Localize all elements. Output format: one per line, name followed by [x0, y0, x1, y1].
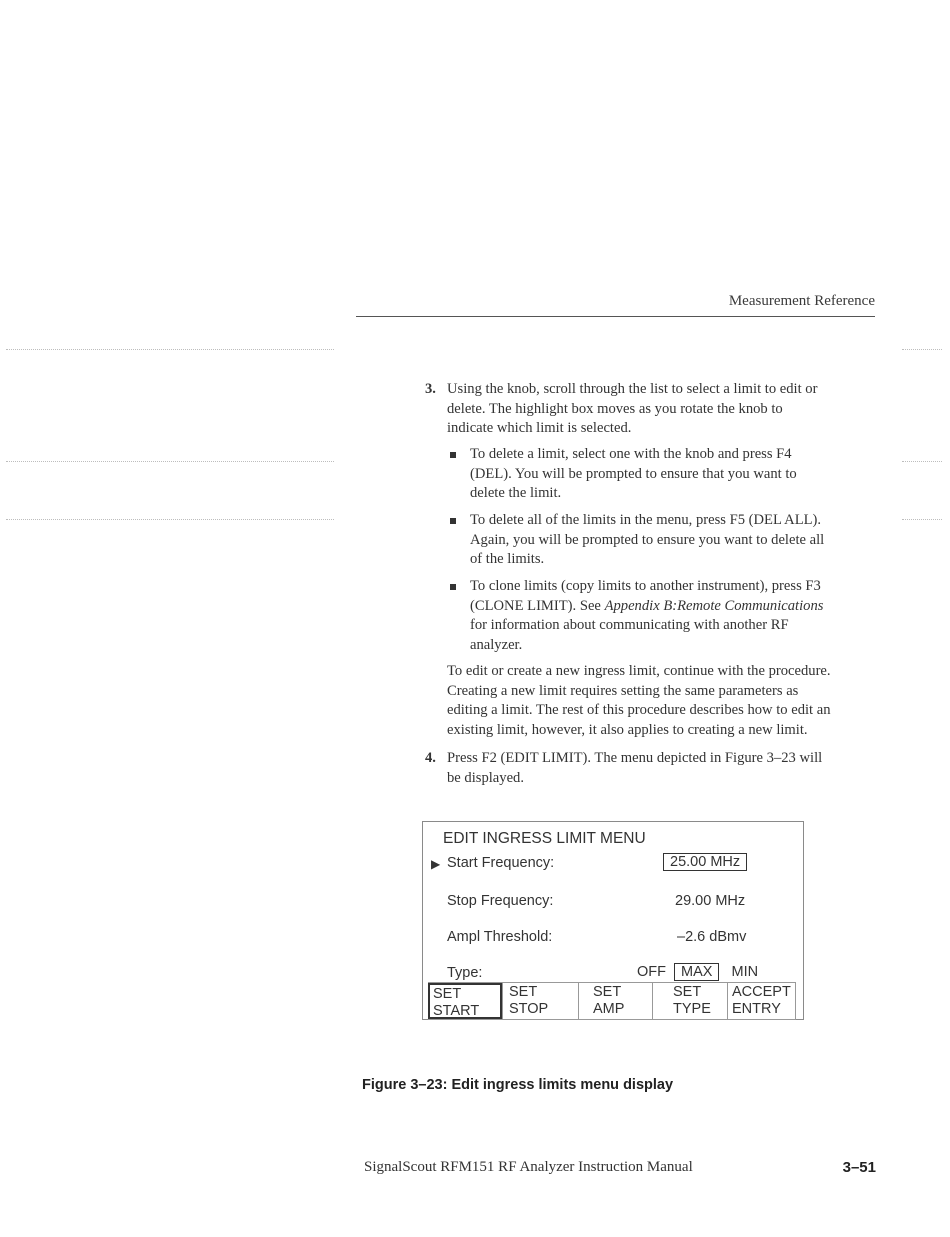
margin-divider — [6, 349, 334, 350]
set-stop-key[interactable] — [502, 983, 578, 1019]
bullet-line: To clone limits (copy limits to another instrument), press F3 — [470, 578, 821, 594]
set-stop-key-line2: STOP — [509, 1001, 549, 1017]
accept-entry-key-line2: ENTRY — [732, 1001, 781, 1017]
accept-entry-key[interactable] — [727, 983, 795, 1019]
paragraph-line: To edit or create a new ingress limit, continue with the procedure. — [447, 663, 831, 679]
menu-title: EDIT INGRESS LIMIT MENU — [443, 830, 646, 847]
step-number: 4. — [425, 750, 436, 766]
ampl-threshold-value[interactable]: –2.6 dBmv — [677, 929, 747, 945]
stop-frequency-label: Stop Frequency: — [447, 893, 554, 909]
step-text — [447, 749, 822, 788]
step-line: delete. The highlight box moves as you rotate the knob to — [447, 400, 783, 417]
set-type-key-line1: SET — [673, 984, 702, 1000]
paragraph-line: existing limit, however, it also applies to creating a new limit. — [447, 721, 808, 738]
step-number: 3. — [425, 381, 436, 397]
set-start-key-line1: SET — [433, 986, 462, 1002]
step-line: Using the knob, scroll through the list to select a limit to edit or — [447, 381, 818, 397]
bullet-text — [470, 445, 797, 504]
start-frequency-label: Start Frequency: — [447, 855, 555, 871]
set-amp-key-line1: SET — [593, 984, 622, 1000]
appendix-reference-link[interactable]: Appendix B:Remote Communications — [604, 597, 824, 614]
margin-divider — [902, 519, 942, 520]
bullet-text — [470, 577, 823, 655]
selection-pointer-icon: ▶ — [431, 857, 441, 871]
bullet-line-start: (CLONE LIMIT). See — [470, 597, 601, 614]
ampl-threshold-label: Ampl Threshold: — [447, 929, 553, 945]
paragraph-line: editing a limit. The rest of this procedure describes how to edit an — [447, 702, 831, 718]
type-option-max[interactable]: MAX — [674, 963, 719, 981]
accept-entry-key-line1: ACCEPT — [732, 984, 791, 1000]
bullet-line: To delete all of the limits in the menu, press F5 (DEL ALL). — [470, 512, 822, 528]
stop-frequency-value[interactable]: 29.00 MHz — [675, 893, 746, 909]
bullet-square-icon — [450, 452, 456, 458]
step-line: Press F2 (EDIT LIMIT). The menu depicted in Figure 3–23 will — [447, 750, 823, 766]
type-label: Type: — [447, 965, 483, 981]
type-options — [637, 964, 758, 980]
step-text — [447, 380, 817, 439]
bullet-line — [470, 597, 823, 617]
set-amp-key-line2: AMP — [593, 1001, 625, 1017]
page-number: 3–51 — [842, 1159, 876, 1176]
set-stop-key-line1: SET — [509, 984, 538, 1000]
type-option-min[interactable]: MIN — [731, 964, 759, 980]
bullet-line: for information about communicating with another RF — [470, 617, 789, 633]
footer-manual-title: SignalScout RFM151 RF Analyzer Instruction Manual — [364, 1159, 693, 1175]
bullet-line: of the limits. — [470, 551, 545, 567]
margin-divider — [902, 349, 942, 350]
start-frequency-value[interactable] — [663, 854, 747, 870]
set-type-key-line2: TYPE — [673, 1001, 711, 1017]
step-line: be displayed. — [447, 769, 525, 786]
bullet-line: (DEL). You will be prompted to ensure that you want to — [470, 465, 797, 482]
edit-ingress-limit-menu-screen — [422, 821, 804, 1020]
type-option-off[interactable]: OFF — [637, 964, 666, 980]
header-rule — [356, 316, 875, 317]
figure-caption: Figure 3–23: Edit ingress limits menu display — [362, 1077, 674, 1093]
bullet-text — [470, 511, 824, 570]
bullet-square-icon — [450, 518, 456, 524]
set-start-key[interactable] — [428, 983, 502, 1019]
bullet-square-icon — [450, 584, 456, 590]
margin-divider — [6, 461, 334, 462]
bullet-line: analyzer. — [470, 636, 523, 653]
running-head: Measurement Reference — [728, 293, 875, 309]
margin-divider — [6, 519, 334, 520]
bullet-line: To delete a limit, select one with the knob and press F4 — [470, 446, 792, 462]
function-key-bar — [428, 982, 796, 1020]
step-line: indicate which limit is selected. — [447, 420, 632, 436]
set-start-key-line2: START — [433, 1003, 480, 1019]
paragraph-line: Creating a new limit requires setting the same parameters as — [447, 682, 799, 699]
margin-divider — [902, 461, 942, 462]
body-paragraph — [447, 662, 877, 740]
bullet-line: delete the limit. — [470, 485, 562, 501]
set-amp-key[interactable] — [578, 983, 652, 1019]
bullet-line: Again, you will be prompted to ensure you want to delete all — [470, 531, 825, 548]
set-type-key[interactable] — [652, 983, 727, 1019]
start-frequency-field: 25.00 MHz — [663, 853, 747, 871]
